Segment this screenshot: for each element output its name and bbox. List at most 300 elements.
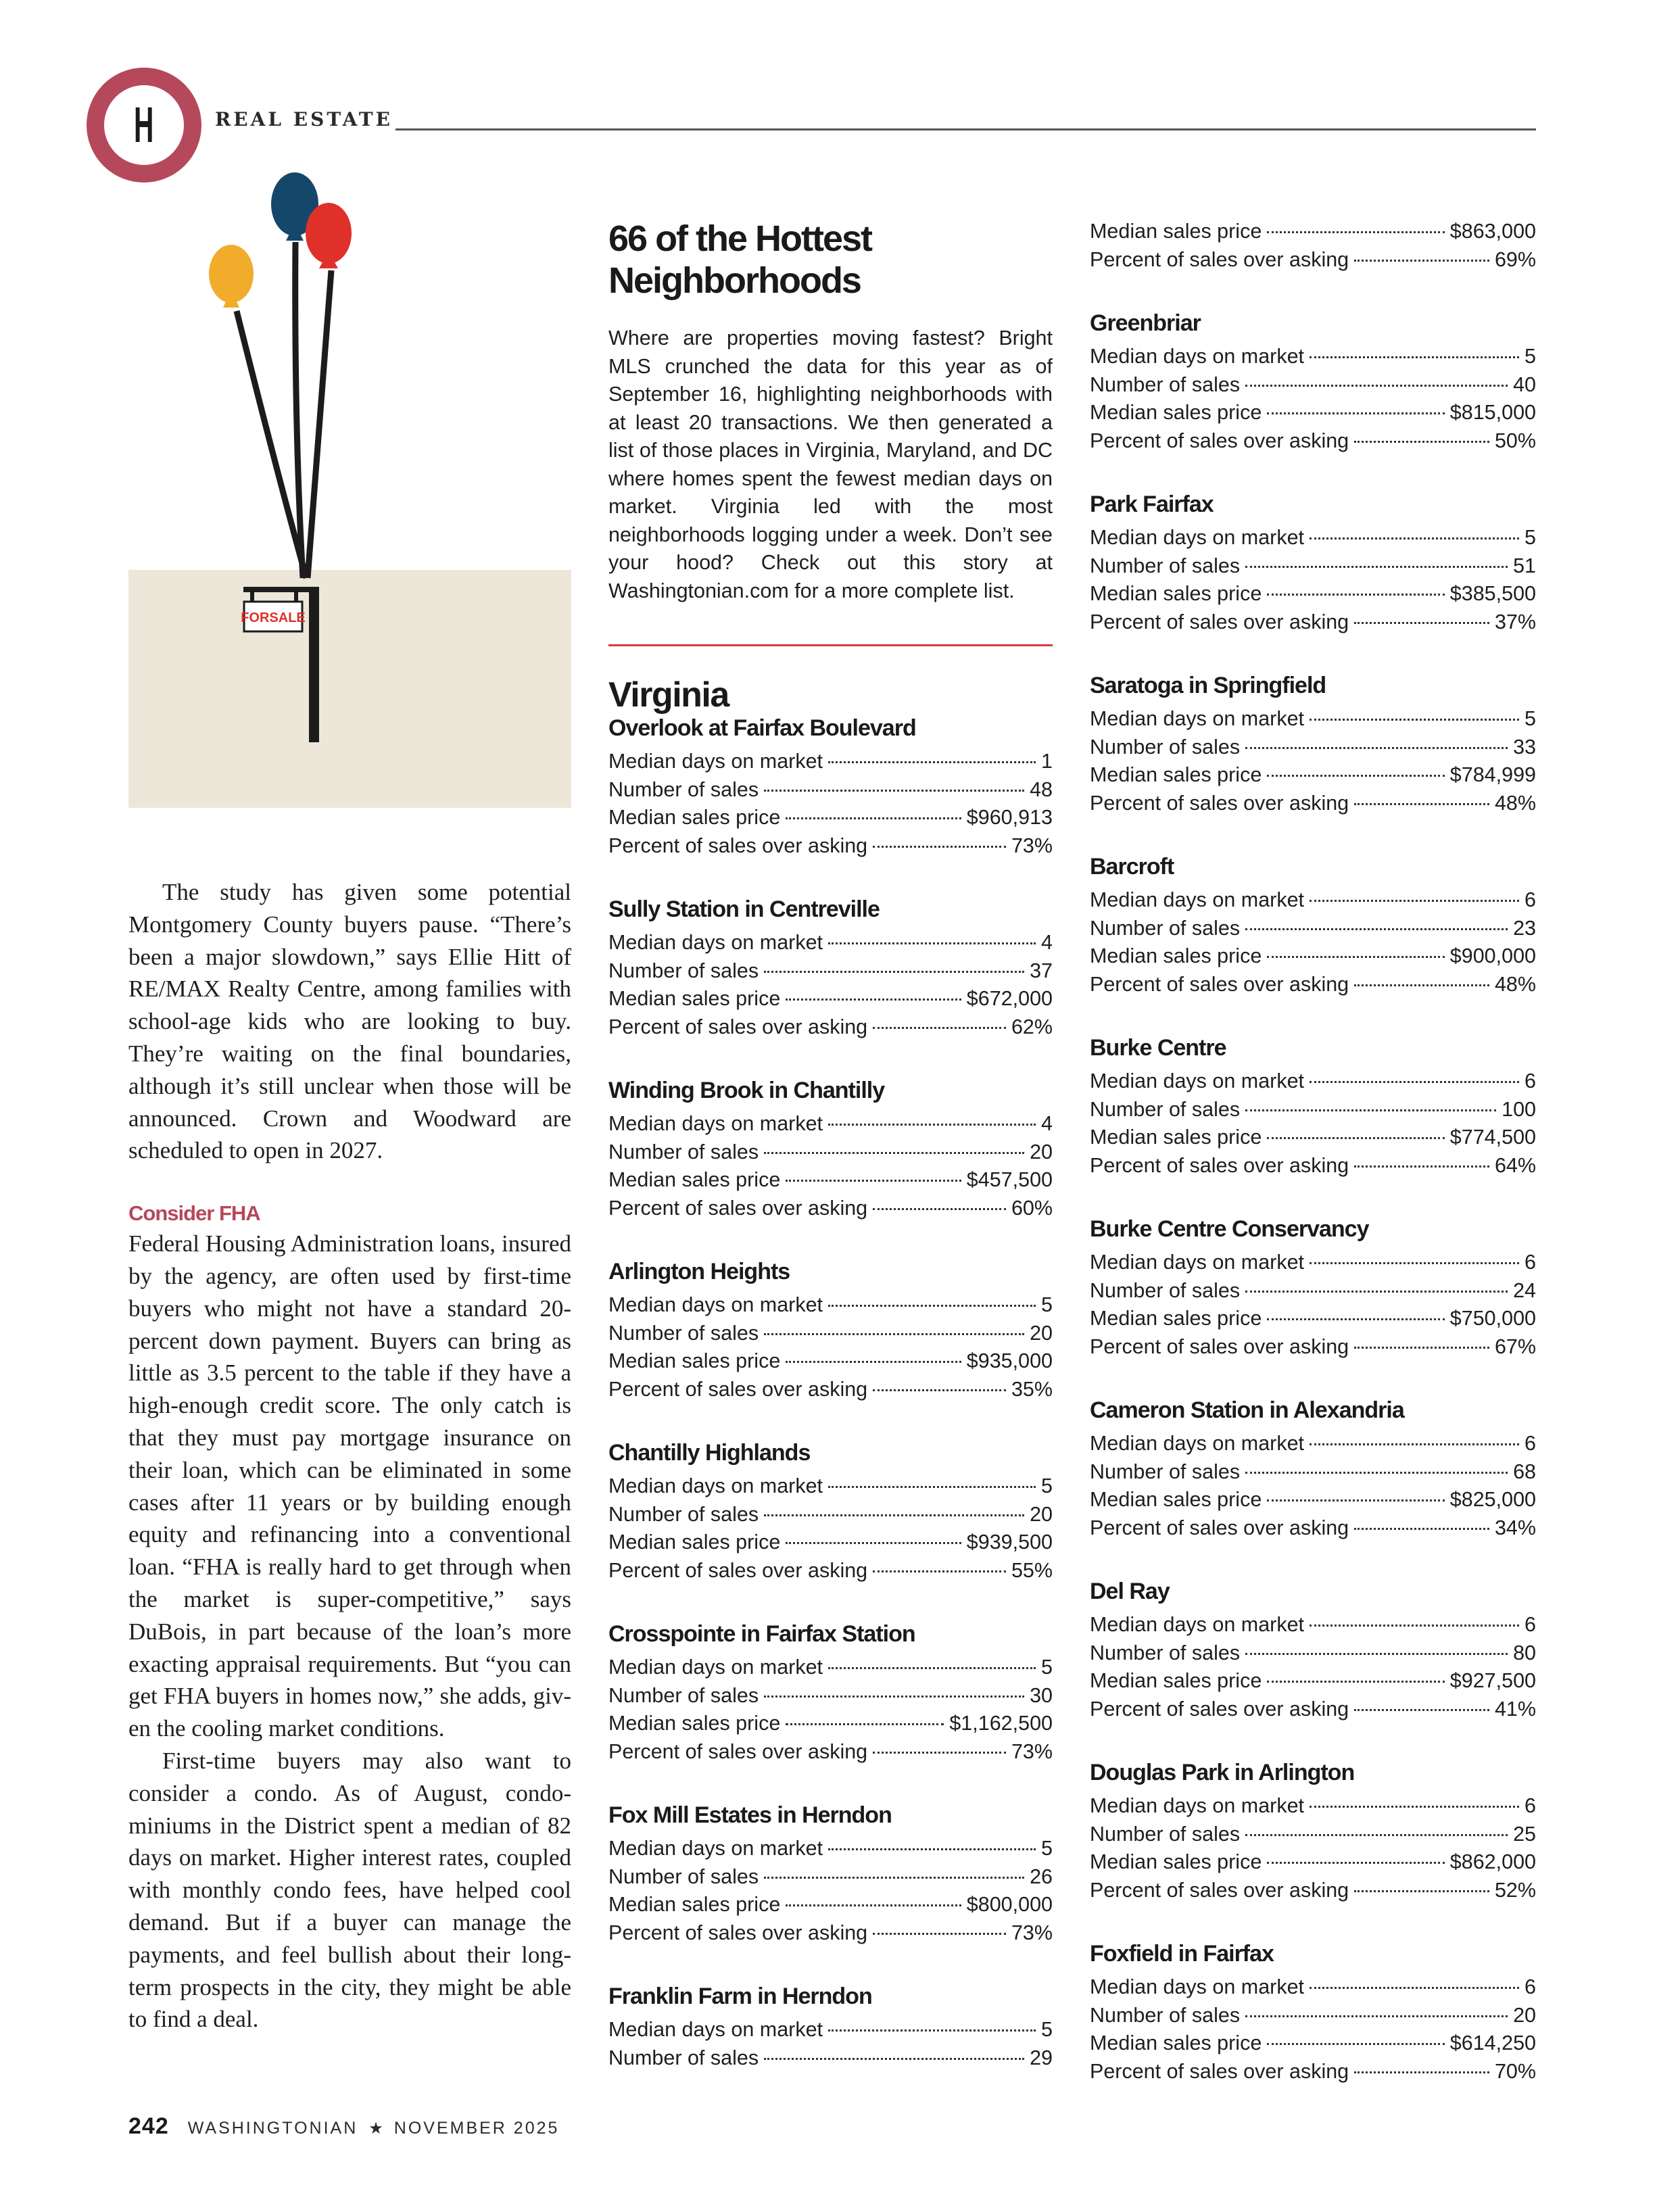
neighborhood-listing: [1090, 1758, 1536, 1904]
dot-leader: [786, 999, 961, 1001]
stat-label: Median sales price: [1090, 763, 1262, 786]
stat-label: Median sales price: [1090, 1126, 1262, 1149]
stat-row-sales: [1090, 915, 1536, 943]
stat-row-price: [608, 1347, 1053, 1376]
stat-label: Median sales price: [608, 1893, 781, 1916]
stat-row-sales: [1090, 371, 1536, 400]
neighborhood-name: Sully Station in Centreville: [608, 896, 880, 922]
stat-value: 6: [1525, 1069, 1536, 1092]
stat-value: 73%: [1011, 1921, 1053, 1944]
stat-row-days: [1090, 1249, 1536, 1277]
stat-value: 48%: [1494, 791, 1536, 815]
red-balloon-icon: [306, 203, 352, 268]
stat-value: 67%: [1494, 1335, 1536, 1358]
body-text-column: [128, 876, 571, 2036]
dot-leader: [1310, 1262, 1519, 1264]
neighborhood-listing: [608, 1620, 1053, 1766]
stat-row-sales: [608, 2044, 1053, 2073]
stat-value: 1: [1041, 750, 1053, 773]
stat-row-days: [608, 1835, 1053, 1863]
stat-label: Median days on market: [608, 1112, 823, 1135]
dot-leader: [1354, 441, 1489, 443]
stat-label: Number of sales: [1090, 735, 1241, 759]
subhead-consider-fha: Consider FHA: [128, 1201, 260, 1226]
stat-label: Percent of sales over asking: [608, 1921, 868, 1944]
stat-row-price: [1090, 942, 1536, 971]
section-divider: [608, 644, 1053, 646]
stat-row-price: [608, 1529, 1053, 1557]
stat-value: 5: [1525, 526, 1536, 549]
dot-leader: [1354, 1347, 1489, 1349]
neighborhood-name: Franklin Farm in Herndon: [608, 1983, 872, 2009]
stat-value: 60%: [1011, 1196, 1053, 1220]
dot-leader: [786, 1723, 944, 1725]
neighborhood-name: Douglas Park in Arlington: [1090, 1760, 1355, 1785]
stat-value: $784,999: [1449, 763, 1536, 786]
stat-label: Median sales price: [608, 987, 781, 1010]
stat-row-sales: [1090, 1639, 1536, 1668]
sign-post: [309, 590, 319, 742]
dot-leader: [1310, 900, 1519, 902]
stat-row-days: [608, 2016, 1053, 2044]
stat-row-days: [608, 1291, 1053, 1320]
neighborhood-listing: [608, 1257, 1053, 1403]
stat-value: $862,000: [1449, 1850, 1536, 1873]
neighborhood-listing: [608, 1439, 1053, 1585]
stat-label: Median sales price: [1090, 1669, 1262, 1692]
stat-value: $900,000: [1449, 944, 1536, 967]
stat-row-over: [1090, 1152, 1536, 1180]
section-logo: [87, 68, 201, 183]
stat-value: 20: [1030, 1140, 1053, 1163]
neighborhood-name: Saratoga in Springfield: [1090, 673, 1326, 698]
dot-leader: [764, 971, 1024, 973]
stat-value: $457,500: [966, 1168, 1053, 1191]
stat-value: $939,500: [966, 1531, 1053, 1554]
dot-leader: [828, 1486, 1036, 1488]
dot-leader: [1267, 1318, 1444, 1320]
stat-label: Percent of sales over asking: [608, 1739, 868, 1763]
stat-row-days: [1090, 1067, 1536, 1096]
stat-value: 73%: [1011, 1739, 1053, 1763]
dot-leader: [828, 1124, 1036, 1126]
stat-value: 5: [1041, 1474, 1053, 1497]
neighborhood-name: Overlook at Fairfax Boulevard: [608, 715, 916, 741]
stat-value: 33: [1513, 735, 1536, 759]
stat-value: 25: [1513, 1822, 1536, 1846]
neighborhood-name: Barcroft: [1090, 854, 1174, 880]
stat-label: Median days on market: [1090, 1613, 1305, 1636]
stat-row-sales: [608, 1682, 1053, 1710]
stat-row-days: [608, 748, 1053, 776]
stat-label: Median days on market: [1090, 1069, 1305, 1092]
stat-label: Number of sales: [1090, 372, 1241, 396]
stat-label: Median days on market: [1090, 1975, 1305, 1998]
middle-listings: [608, 714, 1053, 2072]
stat-label: Number of sales: [608, 1865, 759, 1888]
neighborhood-name: Arlington Heights: [608, 1259, 790, 1284]
stat-label: Median days on market: [1090, 1251, 1305, 1274]
svg-text:FORSALE: FORSALE: [241, 610, 306, 625]
stat-value: 48%: [1494, 972, 1536, 996]
stat-label: Percent of sales over asking: [1090, 1516, 1349, 1539]
dot-leader: [764, 1696, 1024, 1698]
publication-name: WASHINGTONIAN: [187, 2119, 358, 2138]
stat-label: Median sales price: [1090, 1488, 1262, 1511]
dot-leader: [764, 2058, 1024, 2060]
dot-leader: [764, 1514, 1024, 1516]
dot-leader: [1310, 1625, 1519, 1627]
stat-label: Median sales price: [608, 806, 781, 829]
neighborhood-listing: [608, 1801, 1053, 1947]
stat-row-price: [1090, 1124, 1536, 1152]
dot-leader: [1310, 356, 1519, 358]
dot-leader: [1310, 1081, 1519, 1083]
body-paragraph: Federal Housing Administration loans, insured by the agency, are often used by first-time buyers who might not have a standard 20-percent down payment. Buyers can bring as little as 3.5 percent to the table if they have a high-enough credit score. The only catch is that they must pay mortgage insurance on their loan, which can be eliminated in some cases after 11 years or by building enough equity and refinancing into a conventional loan. “FHA is really hard to get through when the market is super-competitive,” says DuBois, in part because of the loan’s more exacting appraisal requirements. But “you can get FHA buyers in homes now,” she adds, given the cooling market conditions.: [128, 1230, 571, 1742]
neighborhood-listing: [1090, 1577, 1536, 1723]
stat-label: Median days on market: [1090, 345, 1305, 368]
for-sale-sign-icon: [241, 602, 306, 631]
dot-leader: [1310, 537, 1519, 539]
dot-leader: [1354, 803, 1489, 805]
stat-row-price: [1090, 399, 1536, 427]
dot-leader: [873, 1570, 1006, 1572]
neighborhood-name: Crosspointe in Fairfax Station: [608, 1621, 915, 1647]
stat-row-sales: [1090, 1096, 1536, 1124]
neighborhood-name: Foxfield in Fairfax: [1090, 1941, 1274, 1967]
article-dek: Where are properties moving fastest? Bright MLS crunched the data for this year as of September 16, highlighting neighborhoods with at least 20 transactions. We then generated a list of those places in Virginia, Maryland, and DC where homes spent the fewest median days on market. Virginia led with the most neighborhoods logging under a week. Don’t see your hood? Check out this story at Washingtonian.com for a more complete list.: [608, 327, 1053, 602]
neighborhood-name: Fox Mill Estates in Herndon: [608, 1802, 892, 1828]
stat-row-over: [1090, 1877, 1536, 1905]
stat-row-days: [608, 1472, 1053, 1501]
neighborhood-listing: [1090, 1940, 1536, 2086]
stat-value: 50%: [1494, 429, 1536, 452]
stat-row-sales: [608, 1863, 1053, 1892]
right-listings: [1090, 218, 1536, 2086]
stat-value: 34%: [1494, 1516, 1536, 1539]
neighborhood-listing: [1090, 671, 1536, 817]
stat-value: $825,000: [1449, 1488, 1536, 1511]
stat-value: $774,500: [1449, 1126, 1536, 1149]
stat-row-sales: [1090, 1277, 1536, 1305]
stat-value: 40: [1513, 372, 1536, 396]
stat-value: 6: [1525, 1794, 1536, 1817]
dot-leader: [1354, 260, 1489, 262]
stat-label: Median days on market: [1090, 1432, 1305, 1455]
stat-label: Number of sales: [1090, 1822, 1241, 1846]
stat-label: Number of sales: [1090, 1460, 1241, 1483]
stat-label: Median days on market: [608, 2018, 823, 2041]
stat-value: 6: [1525, 888, 1536, 911]
stat-label: Median days on market: [608, 1293, 823, 1316]
stat-row-days: [1090, 1430, 1536, 1458]
stat-value: 41%: [1494, 1697, 1536, 1721]
stat-row-price: [1090, 1305, 1536, 1333]
stat-value: 55%: [1011, 1558, 1053, 1582]
section-label: REAL ESTATE: [215, 108, 393, 130]
dot-leader: [1245, 566, 1508, 568]
stat-value: 30: [1030, 1683, 1053, 1707]
stat-label: Number of sales: [1090, 1097, 1241, 1121]
page-footer: [128, 2113, 559, 2140]
header-rule: [395, 128, 1536, 130]
dot-leader: [1267, 412, 1444, 414]
dot-leader: [786, 1361, 961, 1363]
stat-row-sales: [608, 1501, 1053, 1529]
stat-value: 5: [1041, 1293, 1053, 1316]
balloons-for-sale-illustration: [128, 169, 571, 808]
dot-leader: [828, 1667, 1036, 1669]
stat-row-sales: [1090, 1821, 1536, 1849]
stat-label: Median sales price: [1090, 1307, 1262, 1330]
dot-leader: [1267, 1499, 1444, 1501]
stat-row-price: [608, 1891, 1053, 1919]
stat-value: $614,250: [1449, 2031, 1536, 2054]
stat-row-days: [1090, 886, 1536, 915]
stat-value: 5: [1525, 345, 1536, 368]
dot-leader: [828, 1848, 1036, 1850]
stat-value: 5: [1041, 1837, 1053, 1860]
stat-label: Median sales price: [1090, 582, 1262, 605]
stat-row-days: [1090, 705, 1536, 734]
neighborhood-name: Cameron Station in Alexandria: [1090, 1397, 1404, 1423]
dot-leader: [1267, 2043, 1444, 2045]
stat-label: Number of sales: [608, 959, 759, 982]
stat-row-price: [608, 804, 1053, 832]
dot-leader: [786, 1542, 961, 1544]
stat-row-sales: [1090, 2002, 1536, 2030]
stat-row-over: [608, 1376, 1053, 1404]
dot-leader: [873, 1389, 1006, 1391]
stat-row-days: [1090, 524, 1536, 552]
dot-leader: [1354, 1709, 1489, 1711]
stat-row-days: [608, 929, 1053, 957]
dot-leader: [1354, 1890, 1489, 1892]
stat-row-over: [608, 832, 1053, 861]
stat-row-sales: [1090, 734, 1536, 762]
stat-label: Number of sales: [1090, 2003, 1241, 2027]
dot-leader: [1354, 622, 1489, 624]
stat-label: Median sales price: [1090, 944, 1262, 967]
dot-leader: [1267, 1681, 1444, 1683]
dot-leader: [764, 790, 1024, 792]
stat-label: Median sales price: [1090, 2031, 1262, 2054]
stat-value: 29: [1030, 2046, 1053, 2069]
stat-label: Median sales price: [1090, 401, 1262, 424]
dot-leader: [1354, 1528, 1489, 1530]
stat-label: Median sales price: [608, 1712, 781, 1735]
dot-leader: [1245, 385, 1508, 387]
stat-value: 62%: [1011, 1015, 1053, 1038]
stat-label: Median days on market: [608, 931, 823, 954]
stat-value: 24: [1513, 1278, 1536, 1302]
neighborhood-listing: [1090, 1034, 1536, 1180]
dot-leader: [828, 1305, 1036, 1307]
stat-value: 5: [1525, 707, 1536, 730]
neighborhood-listing: [608, 895, 1053, 1041]
stat-label: Percent of sales over asking: [608, 1558, 868, 1582]
stat-value: 100: [1502, 1097, 1536, 1121]
stat-row-days: [1090, 1611, 1536, 1639]
stat-value: 26: [1030, 1865, 1053, 1888]
stat-label: Median sales price: [1090, 220, 1262, 243]
stat-value: $672,000: [966, 987, 1053, 1010]
stat-row-sales: [608, 957, 1053, 986]
dot-leader: [1245, 2015, 1508, 2017]
body-paragraph: The study has given some potential Montgomery County buyers pause. “There’s been a major slowdown,” says Ellie Hitt of RE/MAX Realty Centre, among families with school-age kids who are looking to buy. They’re waiting on the final boundaries, although it’s still unclear when those will be announced. Crown and Woodward are scheduled to open in 2027.: [128, 879, 571, 1164]
stat-value: $815,000: [1449, 401, 1536, 424]
stat-value: 20: [1030, 1321, 1053, 1345]
stat-row-days: [608, 1654, 1053, 1682]
neighborhood-listing: [608, 1982, 1053, 2072]
stat-value: 68: [1513, 1460, 1536, 1483]
stat-label: Median days on market: [1090, 1794, 1305, 1817]
stat-label: Percent of sales over asking: [1090, 610, 1349, 633]
dot-leader: [1267, 1137, 1444, 1139]
stat-value: 23: [1513, 916, 1536, 940]
stat-value: $750,000: [1449, 1307, 1536, 1330]
dot-leader: [1267, 231, 1444, 233]
neighborhood-listing: [1090, 1215, 1536, 1361]
dot-leader: [1245, 1834, 1508, 1836]
dot-leader: [873, 1752, 1006, 1754]
stat-value: 69%: [1494, 247, 1536, 271]
stat-label: Percent of sales over asking: [1090, 1878, 1349, 1902]
stat-label: Percent of sales over asking: [1090, 791, 1349, 815]
stat-label: Number of sales: [1090, 1641, 1241, 1664]
stat-label: Median days on market: [608, 1837, 823, 1860]
stat-value: 52%: [1494, 1878, 1536, 1902]
stat-label: Number of sales: [608, 1140, 759, 1163]
stat-value: 37: [1030, 959, 1053, 982]
neighborhood-listing: [1090, 490, 1536, 636]
neighborhood-listing: [1090, 218, 1536, 274]
dot-leader: [786, 1180, 961, 1182]
stat-label: Median sales price: [608, 1168, 781, 1191]
dot-leader: [1310, 719, 1519, 721]
dot-leader: [786, 817, 961, 819]
dot-leader: [1267, 775, 1444, 777]
stat-value: 6: [1525, 1251, 1536, 1274]
stat-row-over: [608, 1738, 1053, 1766]
stat-value: $863,000: [1449, 220, 1536, 243]
dot-leader: [828, 942, 1036, 944]
stat-row-over: [1090, 2058, 1536, 2086]
neighborhood-listing: [608, 714, 1053, 860]
neighborhood-name: Del Ray: [1090, 1579, 1170, 1604]
article-title: 66 of the Hottest Neighborhoods: [608, 218, 872, 301]
stat-row-price: [1090, 1486, 1536, 1514]
neighborhood-listing: [1090, 1396, 1536, 1542]
stat-row-over: [1090, 427, 1536, 456]
page-number: 242: [128, 2113, 169, 2139]
dot-leader: [1354, 1165, 1489, 1168]
stat-label: Number of sales: [1090, 916, 1241, 940]
dot-leader: [1245, 928, 1508, 930]
stat-value: $927,500: [1449, 1669, 1536, 1692]
stat-value: 6: [1525, 1432, 1536, 1455]
neighborhood-listing: [1090, 309, 1536, 455]
stat-label: Number of sales: [608, 777, 759, 801]
stat-row-sales: [1090, 1458, 1536, 1487]
stat-label: Median sales price: [608, 1349, 781, 1372]
stat-value: 20: [1513, 2003, 1536, 2027]
dot-leader: [828, 761, 1036, 763]
stat-value: 4: [1041, 931, 1053, 954]
stat-value: 20: [1030, 1502, 1053, 1526]
stat-row-price: [608, 1710, 1053, 1738]
stat-row-sales: [608, 1320, 1053, 1348]
state-heading: Virginia: [608, 675, 729, 715]
stat-value: 6: [1525, 1975, 1536, 1998]
stat-row-sales: [608, 1138, 1053, 1167]
neighborhood-name: Greenbriar: [1090, 310, 1201, 336]
stat-value: $935,000: [966, 1349, 1053, 1372]
stat-label: Number of sales: [608, 1321, 759, 1345]
dot-leader: [1245, 747, 1508, 749]
stat-row-price: [1090, 1667, 1536, 1696]
stat-row-over: [1090, 790, 1536, 818]
neighborhood-name: Burke Centre Conservancy: [1090, 1216, 1369, 1242]
stat-value: 35%: [1011, 1377, 1053, 1401]
stat-row-price: [608, 1166, 1053, 1195]
stat-label: Median days on market: [608, 1656, 823, 1679]
stat-row-over: [1090, 1514, 1536, 1543]
stat-row-price: [1090, 580, 1536, 608]
stat-value: 5: [1041, 2018, 1053, 2041]
stat-label: Number of sales: [608, 1683, 759, 1707]
stat-value: $960,913: [966, 806, 1053, 829]
stat-row-price: [1090, 2029, 1536, 2058]
stat-label: Number of sales: [1090, 1278, 1241, 1302]
stat-row-over: [608, 1013, 1053, 1042]
stat-label: Number of sales: [1090, 554, 1241, 577]
dot-leader: [1354, 2071, 1489, 2073]
stat-label: Median days on market: [1090, 707, 1305, 730]
dot-leader: [828, 2029, 1036, 2031]
dot-leader: [1245, 1653, 1508, 1655]
issue-date: NOVEMBER 2025: [393, 2119, 560, 2138]
stat-value: 80: [1513, 1641, 1536, 1664]
stat-value: 4: [1041, 1112, 1053, 1135]
body-paragraph: First-time buyers may also want to consider a condo. As of August, condominiums in the District spent a median of 82 days on market. Higher interest rates, coupled with monthly condo fees, have helped cool demand. But if a buyer can manage the payments, and feel bullish about their long-term prospects in the city, they might be able to find a deal.: [128, 1747, 571, 2033]
stat-row-days: [1090, 1792, 1536, 1821]
stat-value: $1,162,500: [949, 1712, 1053, 1735]
yellow-balloon-icon: [209, 245, 254, 308]
stat-row-days: [608, 1110, 1053, 1138]
listings-column-right: [1090, 218, 1536, 2121]
stat-label: Number of sales: [608, 1502, 759, 1526]
stat-label: Median sales price: [1090, 1850, 1262, 1873]
stat-row-price: [608, 985, 1053, 1013]
stat-label: Median days on market: [1090, 526, 1305, 549]
neighborhood-listing: [608, 1076, 1053, 1222]
dot-leader: [1310, 1443, 1519, 1445]
stat-row-over: [1090, 1696, 1536, 1724]
stat-row-over: [1090, 971, 1536, 999]
dot-leader: [1267, 1862, 1444, 1864]
stat-row-over: [1090, 608, 1536, 637]
stat-label: Percent of sales over asking: [608, 1196, 868, 1220]
neighborhood-name: Chantilly Highlands: [608, 1440, 811, 1466]
beige-panel: [128, 570, 571, 808]
stat-value: 6: [1525, 1613, 1536, 1636]
neighborhood-name: Winding Brook in Chantilly: [608, 1078, 885, 1103]
dot-leader: [764, 1877, 1024, 1879]
dot-leader: [1267, 956, 1444, 958]
dot-leader: [1245, 1291, 1508, 1293]
stat-value: $800,000: [966, 1893, 1053, 1916]
